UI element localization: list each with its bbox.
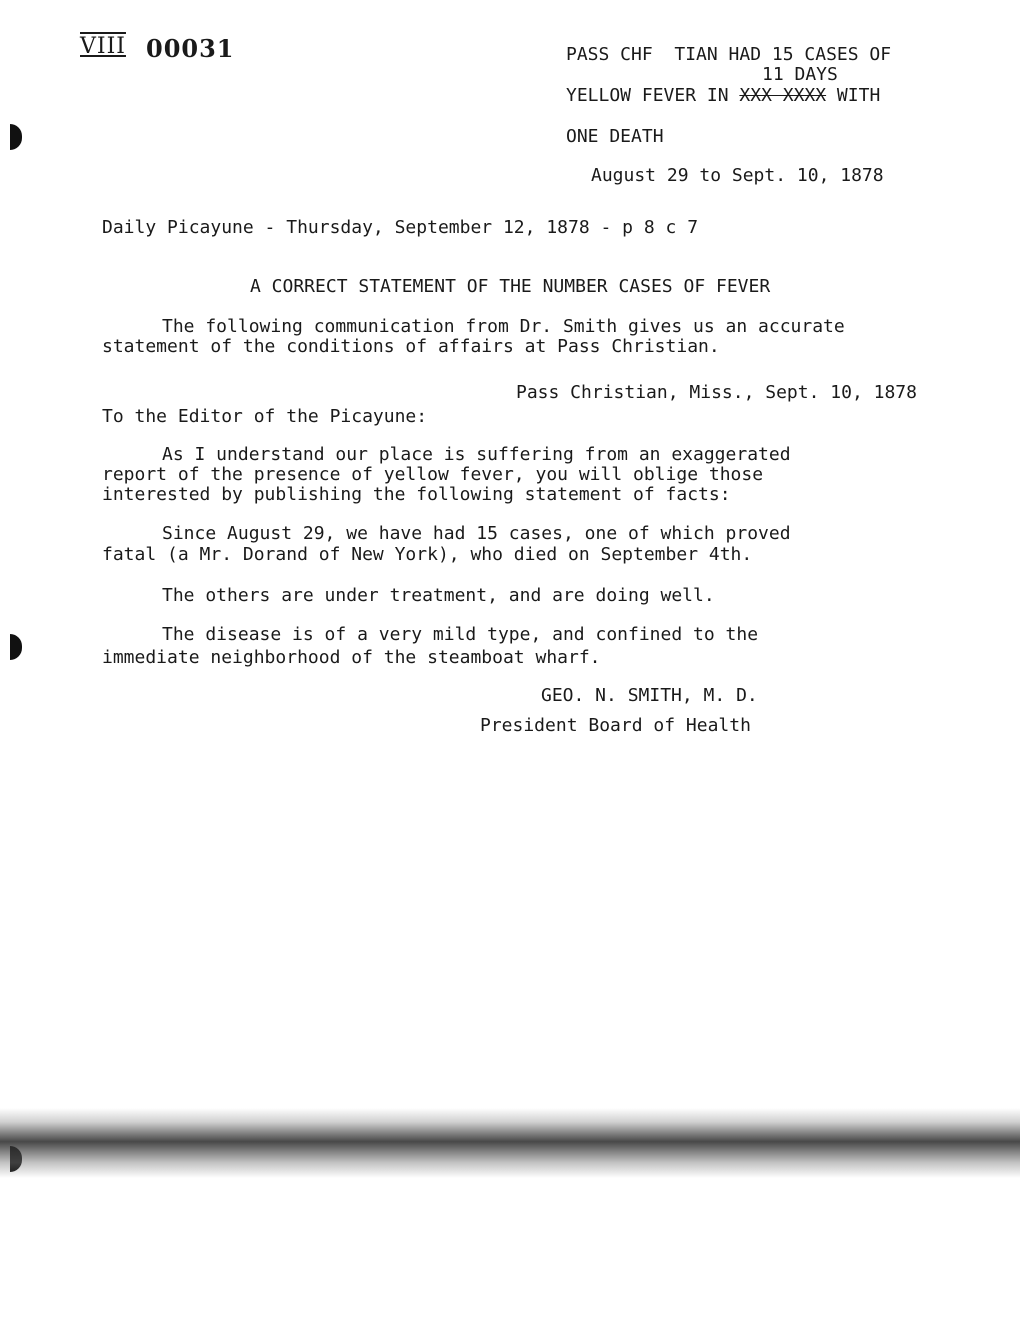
signature-name: GEO. N. SMITH, M. D. <box>541 685 758 706</box>
paragraph-3: The others are under treatment, and are doing well. <box>162 585 715 606</box>
paragraph-4-line-1: The disease is of a very mild type, and confined to the <box>162 624 759 645</box>
scan-shadow-band <box>0 1108 1020 1178</box>
punch-hole-middle <box>10 634 22 660</box>
heading-line-4: ONE DEATH <box>566 126 664 147</box>
letter-salutation: To the Editor of the Picayune: <box>102 406 428 427</box>
source-citation: Daily Picayune - Thursday, September 12, 1878 - p 8 c 7 <box>102 217 699 238</box>
heading-line-3-pre: YELLOW FEVER IN <box>566 85 740 106</box>
heading-line-2-insert: 11 DAYS <box>762 64 838 85</box>
heading-line-3-post: WITH <box>826 85 881 106</box>
paragraph-1-line-1: As I understand our place is suffering from an exaggerated <box>162 444 791 465</box>
paragraph-4-line-2: immediate neighborhood of the steamboat wharf. <box>102 647 601 668</box>
paragraph-1-line-3: interested by publishing the following statement of facts: <box>102 484 731 505</box>
archive-document-number: 00031 <box>146 34 235 63</box>
paragraph-2-line-1: Since August 29, we have had 15 cases, one of which proved <box>162 523 791 544</box>
paragraph-1-line-2: report of the presence of yellow fever, you will oblige those <box>102 464 764 485</box>
article-title: A CORRECT STATEMENT OF THE NUMBER CASES OF FEVER <box>250 276 771 297</box>
heading-dates: August 29 to Sept. 10, 1878 <box>591 165 884 186</box>
punch-hole-top <box>10 124 22 150</box>
signature-title: President Board of Health <box>480 715 751 736</box>
intro-line-2: statement of the conditions of affairs at Pass Christian. <box>102 336 720 357</box>
heading-line-3-struck: XXX XXXX <box>739 85 827 106</box>
letter-dateline: Pass Christian, Miss., Sept. 10, 1878 <box>516 382 917 403</box>
paragraph-2-line-2: fatal (a Mr. Dorand of New York), who died on September 4th. <box>102 544 753 565</box>
heading-line-1: PASS CHF TIAN HAD 15 CASES OF <box>566 44 892 65</box>
heading-line-3 <box>566 85 880 106</box>
archive-roman-numeral: VIII <box>80 34 126 59</box>
intro-line-1: The following communication from Dr. Smith gives us an accurate <box>162 316 845 337</box>
